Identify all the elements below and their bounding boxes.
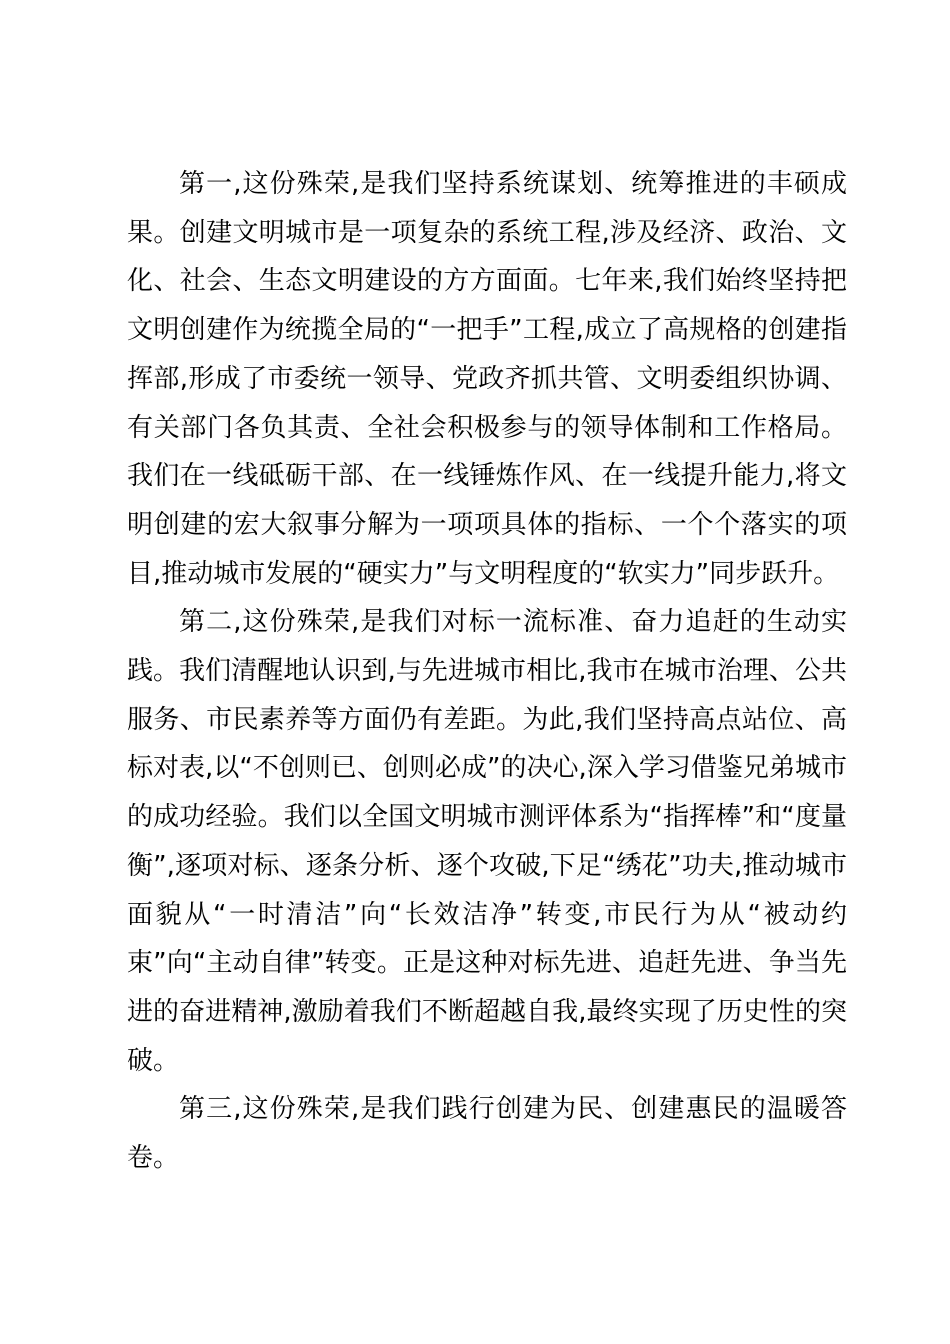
paragraph-1: 第一,这份殊荣,是我们坚持系统谋划、统筹推进的丰硕成果。创建文明城市是一项复杂的系统工程,涉及经济、政治、文化、社会、生态文明建设的方方面面。七年来,我们始终坚持把文明创建作为统揽全局的“一把手”工程,成立了高规格的创建指挥部,形成了市委统一领导、党政齐抓共管、文明委组织协调、有关部门各负其责、全社会积极参与的领导体制和工作格局。我们在一线砥砺干部、在一线锤炼作风、在一线提升能力,将文明创建的宏大叙事分解为一项项具体的指标、一个个落实的项目,推动城市发展的“硬实力”与文明程度的“软实力”同步跃升。 — [127, 169, 847, 589]
document-body — [127, 160, 847, 1183]
paragraph-3: 第三,这份殊荣,是我们践行创建为民、创建惠民的温暖答卷。 — [127, 1094, 847, 1174]
paragraph-2: 第二,这份殊荣,是我们对标一流标准、奋力追赶的生动实践。我们清醒地认识到,与先进城市相比,我市在城市治理、公共服务、市民素养等方面仍有差距。为此,我们坚持高点站位、高标对表,以“不创则已、创则必成”的决心,深入学习借鉴兄弟城市的成功经验。我们以全国文明城市测评体系为“指挥棒”和“度量衡”,逐项对标、逐条分析、逐个攻破,下足“绣花”功夫,推动城市面貌从“一时清洁”向“长效洁净”转变,市民行为从“被动约束”向“主动自律”转变。正是这种对标先进、追赶先进、争当先进的奋进精神,激励着我们不断超越自我,最终实现了历史性的突破。 — [127, 607, 847, 1076]
